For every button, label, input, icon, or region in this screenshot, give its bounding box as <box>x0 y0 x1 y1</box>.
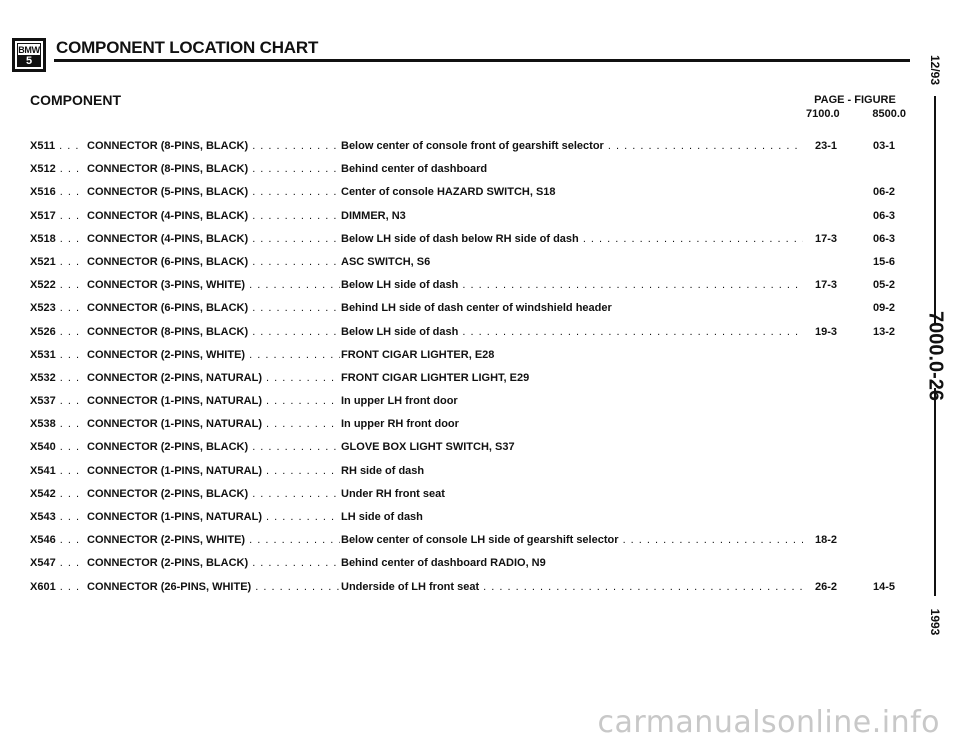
page-reference: 19-3 <box>803 326 837 338</box>
table-row <box>30 581 910 604</box>
page-column-ref: 7100.0 <box>806 108 840 120</box>
page-figure-header <box>800 94 910 120</box>
component-code: X540 . . . <box>30 441 84 453</box>
side-rule-lower <box>934 388 936 596</box>
component-location: Under RH front seat <box>341 487 445 500</box>
figure-reference: 03-1 <box>872 140 896 152</box>
table-row <box>30 534 910 557</box>
component-description: CONNECTOR (8-PINS, BLACK) . . . <box>87 163 340 175</box>
component-description: CONNECTOR (6-PINS, BLACK) . . . <box>87 302 340 314</box>
component-location: Behind center of dashboard RADIO, N9 <box>341 557 546 570</box>
section-label: COMPONENT <box>30 92 121 108</box>
figure-reference: 13-2 <box>872 325 896 338</box>
component-code: X517 . . . <box>30 210 84 222</box>
component-location: ASC SWITCH, S6 <box>341 255 431 268</box>
component-location: GLOVE BOX LIGHT SWITCH, S37 <box>341 441 515 454</box>
component-description: CONNECTOR (8-PINS, BLACK) . . . <box>87 326 340 338</box>
page-reference: 17-3 <box>803 233 837 245</box>
component-code: X532 . . . <box>30 372 84 384</box>
figure-reference: 14-5 <box>872 580 896 593</box>
table-row <box>30 418 910 441</box>
component-description: CONNECTOR (4-PINS, BLACK) . . . <box>87 233 340 245</box>
component-code: X511 . . . <box>30 140 84 152</box>
table-row <box>30 511 910 534</box>
side-rule-upper <box>934 96 936 324</box>
table-row <box>30 349 910 372</box>
component-location: Center of console HAZARD SWITCH, S18 <box>341 186 556 199</box>
table-row <box>30 256 910 279</box>
figure-reference: 15-6 <box>872 255 896 268</box>
component-location: Below LH side of dash . . . <box>341 326 825 338</box>
figure-reference: 05-2 <box>872 279 896 292</box>
component-location: Behind center of dashboard <box>341 163 488 176</box>
component-code: X542 . . . <box>30 488 84 500</box>
component-location: LH side of dash <box>341 511 423 523</box>
page-title: COMPONENT LOCATION CHART <box>56 38 319 57</box>
component-location: FRONT CIGAR LIGHTER LIGHT, E29 <box>341 371 530 384</box>
component-code: X601 . . . <box>30 581 84 593</box>
component-code: X521 . . . <box>30 256 84 268</box>
component-location: DIMMER, N3 <box>341 209 406 222</box>
table-row <box>30 279 910 302</box>
component-description: CONNECTOR (1-PINS, NATURAL) . . . <box>87 418 340 430</box>
component-description: CONNECTOR (2-PINS, NATURAL) . . . <box>87 372 340 384</box>
side-year: 1993 <box>928 608 942 636</box>
table-row <box>30 210 910 233</box>
component-location: Below center of console front of gearshift selector . . . <box>341 140 825 152</box>
component-description: CONNECTOR (2-PINS, BLACK) . . . <box>87 557 340 569</box>
component-description: CONNECTOR (2-PINS, WHITE) . . . <box>87 534 340 546</box>
logo-brand-text: BMW <box>18 45 40 55</box>
component-code: X541 . . . <box>30 465 84 477</box>
component-location: Below LH side of dash below RH side of dash . . . <box>341 233 825 245</box>
side-section-number: 7000.0-26 <box>924 310 947 402</box>
component-description: CONNECTOR (2-PINS, BLACK) . . . <box>87 488 340 500</box>
page-reference: 23-1 <box>803 140 837 152</box>
component-code: X518 . . . <box>30 233 84 245</box>
table-row <box>30 302 910 325</box>
figure-reference: 06-2 <box>872 186 896 199</box>
table-row <box>30 186 910 209</box>
component-description: CONNECTOR (1-PINS, NATURAL) . . . <box>87 395 340 407</box>
component-code: X512 . . . <box>30 163 84 175</box>
component-location: RH side of dash <box>341 464 425 477</box>
component-description: CONNECTOR (5-PINS, BLACK) . . . <box>87 186 340 198</box>
table-row <box>30 233 910 256</box>
component-code: X522 . . . <box>30 279 84 291</box>
figure-reference: 06-3 <box>872 209 896 222</box>
component-location: Below center of console LH side of gearshift selector . . . <box>341 534 825 546</box>
page-reference: 17-3 <box>803 279 837 291</box>
table-row <box>30 441 910 464</box>
page-figure-heading: PAGE - FIGURE <box>814 94 896 106</box>
table-row <box>30 372 910 395</box>
bmw-5-series-logo <box>12 38 46 72</box>
table-row <box>30 488 910 511</box>
component-location: In upper LH front door <box>341 395 458 408</box>
table-row <box>30 140 910 163</box>
component-location: Below LH side of dash . . . <box>341 279 825 291</box>
figure-column-ref: 8500.0 <box>872 108 906 120</box>
component-location: Behind LH side of dash center of windshield header <box>341 302 612 315</box>
page-reference: 26-2 <box>803 581 837 593</box>
table-row <box>30 395 910 418</box>
table-row <box>30 465 910 488</box>
table-row <box>30 557 910 580</box>
component-description: CONNECTOR (4-PINS, BLACK) . . . <box>87 210 340 222</box>
figure-reference: 09-2 <box>872 302 896 315</box>
title-rule <box>54 59 910 62</box>
component-description: CONNECTOR (3-PINS, WHITE) . . . <box>87 279 340 291</box>
component-location: In upper RH front door <box>341 418 459 431</box>
component-list <box>30 140 910 604</box>
watermark: carmanualsonline.info <box>597 705 940 740</box>
header <box>10 38 910 78</box>
component-description: CONNECTOR (8-PINS, BLACK) . . . <box>87 140 340 152</box>
component-code: X531 . . . <box>30 349 84 361</box>
component-description: CONNECTOR (6-PINS, BLACK) . . . <box>87 256 340 268</box>
component-code: X516 . . . <box>30 186 84 198</box>
side-date: 12/93 <box>928 54 942 86</box>
component-code: X547 . . . <box>30 557 84 569</box>
component-description: CONNECTOR (26-PINS, WHITE) . . . <box>87 581 340 593</box>
table-row <box>30 326 910 349</box>
figure-reference: 06-3 <box>872 232 896 245</box>
component-location: FRONT CIGAR LIGHTER, E28 <box>341 348 495 361</box>
component-code: X537 . . . <box>30 395 84 407</box>
component-code: X538 . . . <box>30 418 84 430</box>
component-location: Underside of LH front seat . . . <box>341 581 825 593</box>
component-code: X523 . . . <box>30 302 84 314</box>
component-description: CONNECTOR (2-PINS, WHITE) . . . <box>87 349 340 361</box>
component-code: X546 . . . <box>30 534 84 546</box>
component-code: X526 . . . <box>30 326 84 338</box>
table-row <box>30 163 910 186</box>
component-description: CONNECTOR (2-PINS, BLACK) . . . <box>87 441 340 453</box>
component-code: X543 . . . <box>30 511 84 523</box>
logo-series-number: 5 <box>17 55 41 67</box>
side-margin <box>924 0 946 744</box>
component-description: CONNECTOR (1-PINS, NATURAL) . . . <box>87 465 340 477</box>
page-reference: 18-2 <box>803 534 837 546</box>
component-description: CONNECTOR (1-PINS, NATURAL) . . . <box>87 511 340 523</box>
